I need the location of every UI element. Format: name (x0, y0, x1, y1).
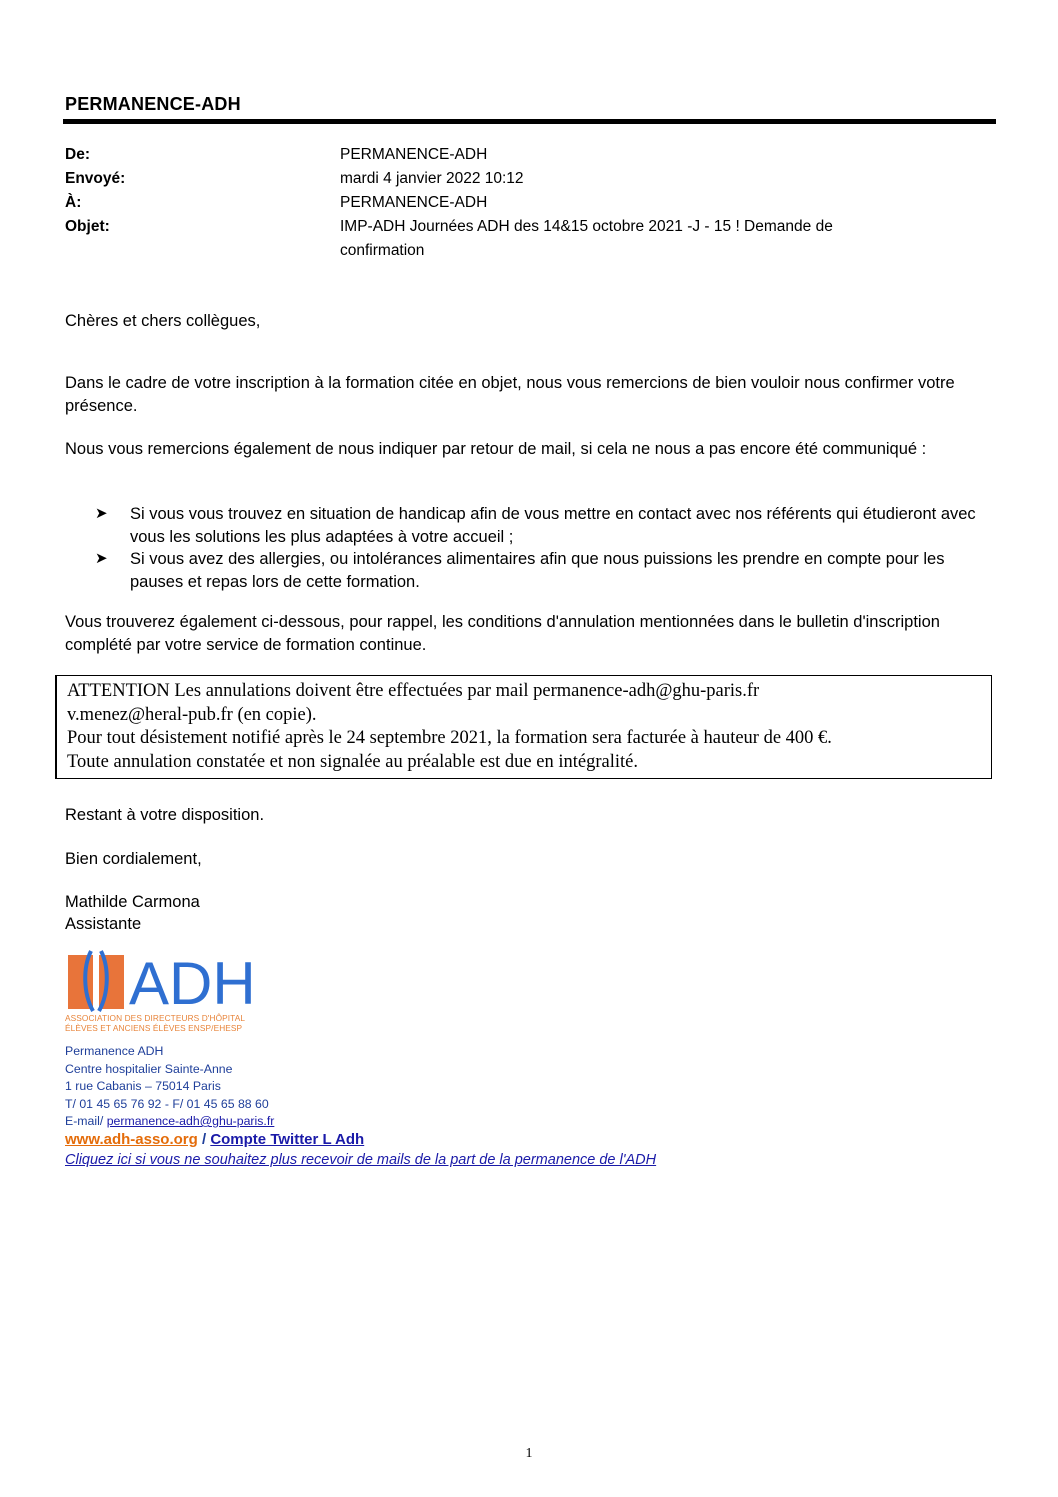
warning-text (67, 680, 987, 774)
logo-subtitle-line-2: ÉLÈVES ET ANCIENS ÉLÈVES ENSP/EHESP (65, 1022, 243, 1033)
signature-role: Assistante (65, 915, 142, 933)
warning-line-3: Pour tout désistement notifié après le 24 septembre 2021, la formation sera facturée à hauteur de 400 €. (67, 728, 832, 748)
header-row-sent (65, 167, 945, 191)
warning-line-2: v.menez@heral-pub.fr (en copie). (67, 704, 317, 725)
warning-line-4: Toute annulation constatée et non signalée au préalable est due en intégralité. (67, 751, 638, 772)
contact-block (65, 1043, 565, 1131)
header-row-from (65, 143, 945, 167)
adh-logo-emblem-icon (68, 951, 124, 1011)
adh-logo-text: ADH (129, 950, 256, 1017)
page-number: 1 (525, 1446, 533, 1461)
list-item (95, 548, 1000, 593)
contact-org: Permanence ADH (65, 1044, 164, 1058)
header-value-from: PERMANENCE-ADH (340, 146, 488, 163)
bullet-list (95, 503, 1000, 593)
contact-email-line (65, 1113, 565, 1131)
logo-subtitle-line-1: ASSOCIATION DES DIRECTEURS D'HÔPITAL (65, 1013, 246, 1023)
list-item (95, 503, 1000, 548)
header-value-to: PERMANENCE-ADH (340, 194, 488, 211)
header-label-subject: Objet: (65, 218, 110, 235)
email-header (65, 143, 945, 263)
header-label-from: De: (65, 146, 90, 163)
contact-address: 1 rue Cabanis – 75014 Paris (65, 1079, 221, 1093)
arrow-bullet-icon: ➤ (95, 550, 108, 567)
social-links (65, 1131, 765, 1148)
contact-phone: T/ 01 45 65 76 92 - F/ 01 45 65 88 60 (65, 1096, 269, 1111)
header-label-to: À: (65, 194, 82, 211)
website-link[interactable]: www.adh-asso.org (65, 1131, 198, 1148)
cancellation-warning-box (55, 675, 992, 779)
header-value-sent: mardi 4 janvier 2022 10:12 (340, 170, 524, 187)
email-link[interactable]: permanence-adh@ghu-paris.fr (106, 1114, 275, 1128)
logo-subtitle (65, 1014, 285, 1033)
header-row-subject (65, 215, 945, 263)
contact-hospital: Centre hospitalier Sainte-Anne (65, 1061, 233, 1076)
arrow-bullet-icon: ➤ (95, 505, 108, 522)
header-value-subject: IMP-ADH Journées ADH des 14&15 octobre 2021 -J - 15 ! Demande de confirmation (340, 218, 833, 259)
paragraph-request: Nous vous remercions également de nous indiquer par retour de mail, si cela ne nous a pas encore été communiqué : (65, 440, 927, 458)
email-label: E-mail/ (65, 1114, 107, 1128)
closing-regards: Bien cordialement, (65, 850, 202, 868)
signature-name: Mathilde Carmona (65, 893, 200, 911)
unsubscribe-link[interactable]: Cliquez ici si vous ne souhaitez plus recevoir de mails de la part de la permanence de l'ADH (65, 1152, 657, 1168)
link-separator: / (197, 1131, 211, 1148)
paragraph-confirmation: Dans le cadre de votre inscription à la formation citée en objet, nous vous remercions de bien vouloir nous confirmer votre présence. (65, 374, 955, 415)
closing-availability: Restant à votre disposition. (65, 806, 265, 824)
header-row-to (65, 191, 945, 215)
header-label-sent: Envoyé: (65, 170, 126, 187)
warning-line-1: ATTENTION Les annulations doivent être effectuées par mail permanence-adh@ghu-paris.fr (67, 681, 760, 701)
greeting: Chères et chers collègues, (65, 312, 261, 330)
bullet-text-handicap: Si vous vous trouvez en situation de handicap afin de vous mettre en contact avec nos référents qui étudieront avec vous les solutions les plus adaptées à votre accueil ; (130, 505, 976, 546)
title-divider (63, 119, 996, 124)
sender-title: PERMANENCE-ADH (65, 94, 241, 114)
paragraph-cancellation-intro: Vous trouverez également ci-dessous, pour rappel, les conditions d'annulation mentionnées dans le bulletin d'inscription complété par votre service de formation continue. (65, 613, 940, 654)
twitter-link[interactable]: Compte Twitter L Adh (210, 1131, 365, 1148)
bullet-text-allergies: Si vous avez des allergies, ou intolérances alimentaires afin que nous puissions les prendre en compte pour les pauses et repas lors de cette formation. (130, 550, 945, 591)
